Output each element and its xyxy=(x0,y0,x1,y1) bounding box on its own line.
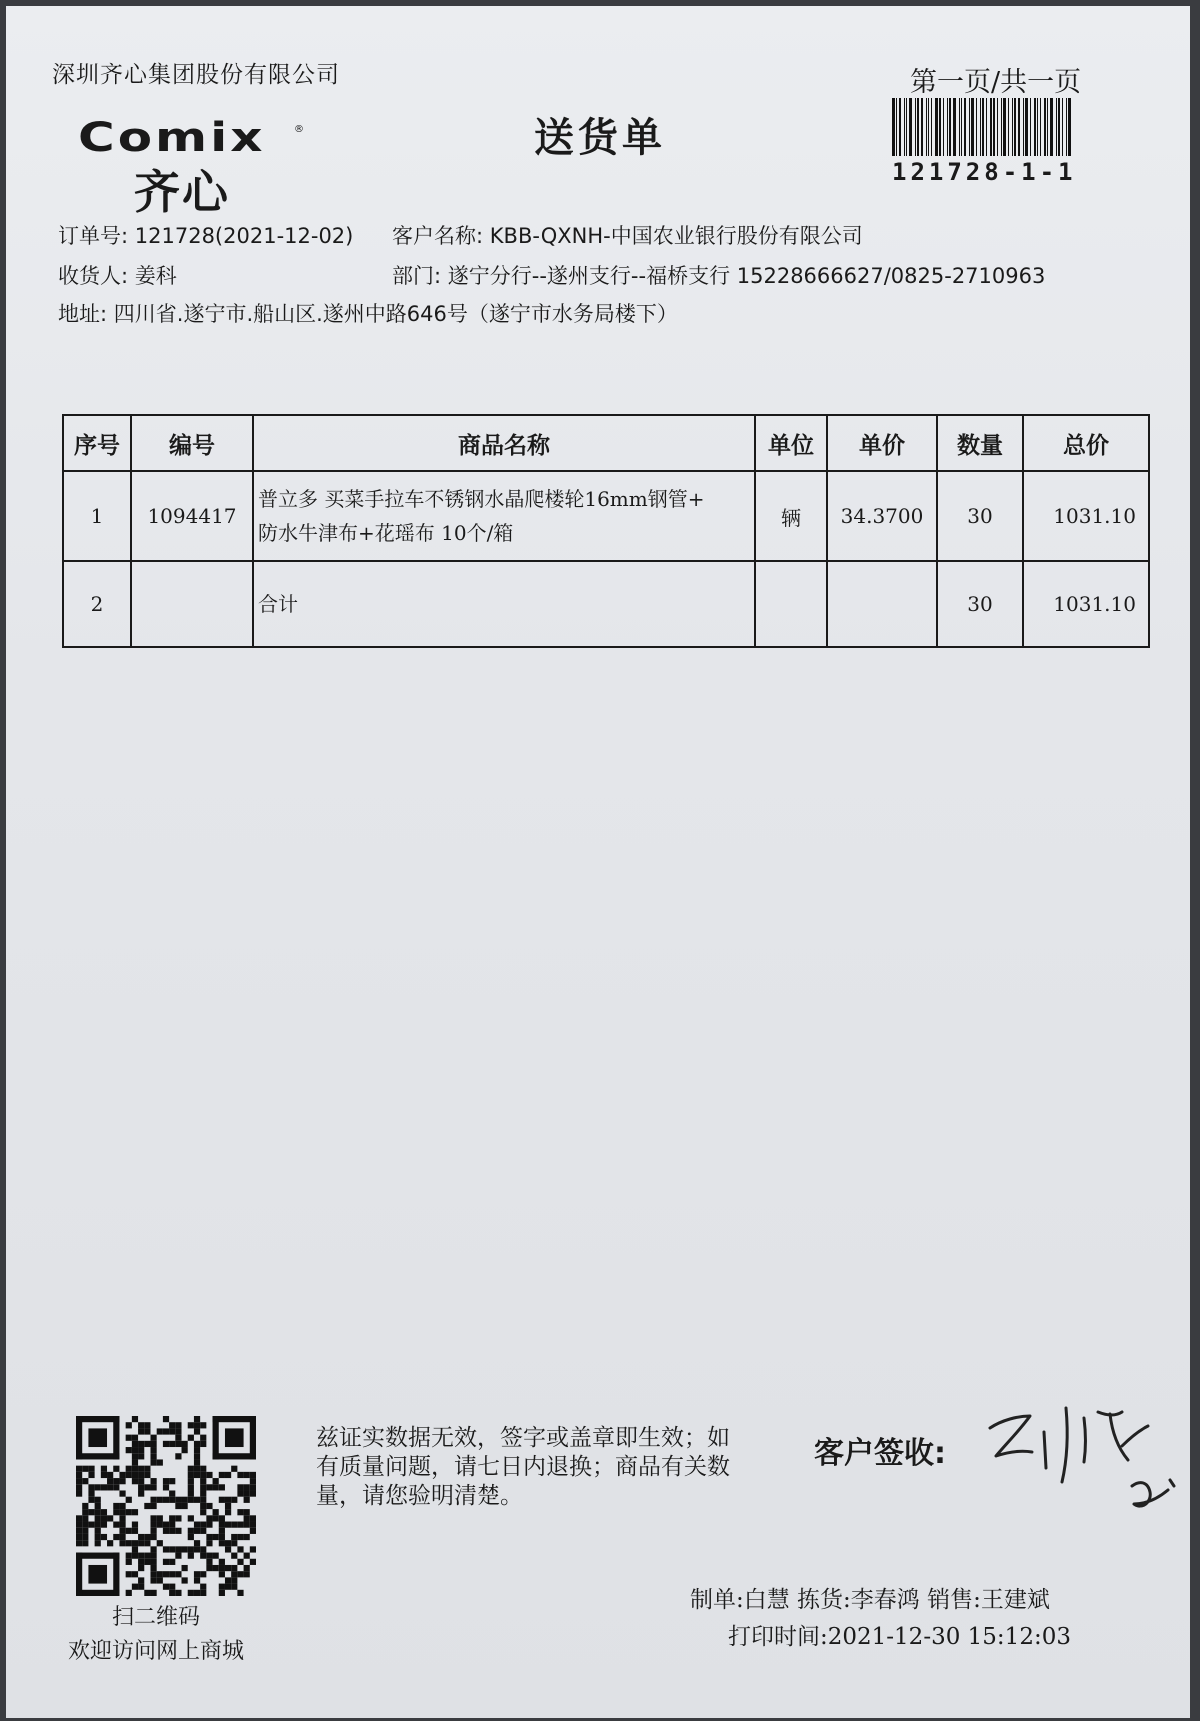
customer-signature-label: 客户签收: xyxy=(814,1436,946,1471)
qr-code xyxy=(76,1416,256,1596)
barcode xyxy=(892,98,1108,156)
product-name-line2: 防水牛津布+花瑶布 10个/箱 xyxy=(258,521,514,545)
header-unit-price: 单价 xyxy=(827,415,937,471)
goods-table xyxy=(62,414,1150,648)
address-label: 地址: xyxy=(58,302,108,326)
receiver-label: 收货人: xyxy=(58,264,129,288)
address xyxy=(58,298,678,328)
cell-code xyxy=(131,561,253,647)
comix-logo-chinese: 齐心 xyxy=(134,165,230,219)
cell-total: 1031.10 xyxy=(1023,471,1149,561)
cell-code: 1094417 xyxy=(131,471,253,561)
order-label: 订单号: xyxy=(58,224,129,248)
table-row xyxy=(63,471,1149,561)
table-header-row xyxy=(63,415,1149,471)
cell-unit: 辆 xyxy=(755,471,827,561)
header-quantity: 数量 xyxy=(937,415,1023,471)
company-name: 深圳齐心集团股份有限公司 xyxy=(52,62,340,88)
delivery-note-paper xyxy=(6,6,1190,1718)
table-row-total xyxy=(63,561,1149,647)
qr-caption-line1: 扫二维码 xyxy=(112,1605,201,1630)
cell-seq: 2 xyxy=(63,561,131,647)
page-indicator: 第一页/共一页 xyxy=(910,67,1082,98)
cell-total: 1031.10 xyxy=(1023,561,1149,647)
staff-info: 制单:白慧 拣货:李春鸿 销售:王建斌 xyxy=(690,1587,1050,1613)
barcode-number: 121728-1-1 xyxy=(892,158,1077,186)
order-number xyxy=(58,220,353,250)
cell-product-name xyxy=(253,471,755,561)
cell-seq: 1 xyxy=(63,471,131,561)
header-product-name: 商品名称 xyxy=(253,415,755,471)
address-value: 四川省.遂宁市.船山区.遂州中路646号（遂宁市水务局楼下） xyxy=(113,302,678,326)
receiver xyxy=(58,260,177,290)
header-total: 总价 xyxy=(1023,415,1149,471)
customer-name xyxy=(392,220,863,250)
receiver-value: 姜科 xyxy=(134,264,177,288)
dept-value: 遂宁分行--遂州支行--福桥支行 15228666627/0825-2710963 xyxy=(447,264,1046,288)
department xyxy=(392,260,1045,290)
cell-quantity: 30 xyxy=(937,471,1023,561)
product-name-line1: 普立多 买菜手拉车不锈钢水晶爬楼轮16mm钢管+ xyxy=(258,487,705,511)
dept-label: 部门: xyxy=(392,264,442,288)
header-seq: 序号 xyxy=(63,415,131,471)
handwritten-signature xyxy=(972,1386,1182,1526)
cell-unit-price xyxy=(827,561,937,647)
qr-caption xyxy=(68,1601,244,1669)
order-value: 121728(2021-12-02) xyxy=(134,224,354,248)
comix-logo: Comix xyxy=(78,114,266,161)
cell-unit-price: 34.3700 xyxy=(827,471,937,561)
cell-quantity: 30 xyxy=(937,561,1023,647)
cell-unit xyxy=(755,561,827,647)
cell-product-name: 合计 xyxy=(253,561,755,647)
qr-caption-line2: 欢迎访问网上商城 xyxy=(68,1639,245,1664)
document-title: 送货单 xyxy=(534,115,666,161)
customer-label: 客户名称: xyxy=(392,224,484,248)
print-time: 打印时间:2021-12-30 15:12:03 xyxy=(728,1624,1071,1650)
header-unit: 单位 xyxy=(755,415,827,471)
header-code: 编号 xyxy=(131,415,253,471)
customer-value: KBB-QXNH-中国农业银行股份有限公司 xyxy=(489,224,863,248)
registered-mark-icon: ® xyxy=(294,124,304,135)
notice-text: 兹证实数据无效，签字或盖章即生效；如有质量问题，请七日内退换；商品有关数量，请您验明清楚。 xyxy=(316,1425,730,1509)
